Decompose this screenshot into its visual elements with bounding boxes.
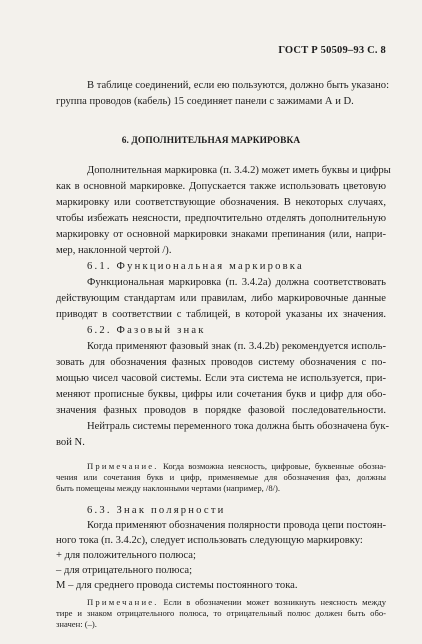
text-line: Когда применяют фазовый знак (п. 3.4.2b) рекомендуется исполь- <box>87 341 386 352</box>
note-line: чения или сочетания букв и цифр, применяемые для обозначения фаз, должны <box>56 472 386 482</box>
text-line: В таблице соединений, если ею пользуются, должно быть указано: <box>87 80 390 91</box>
text-line: Дополнительная маркировка (п. 3.4.2) может иметь буквы и цифры <box>87 165 391 176</box>
page-header: ГОСТ Р 50509–93 С. 8 <box>278 45 386 56</box>
subsection-heading-6-2: 6.2. Фазовый знак <box>87 325 206 336</box>
note-line: значен: (–). <box>56 619 97 629</box>
section-heading-6: 6. ДОПОЛНИТЕЛЬНАЯ МАРКИРОВКА <box>121 136 301 146</box>
note-label: Примечание. <box>87 461 159 471</box>
text-line: + для положительного полюса; <box>56 550 196 561</box>
text-line: приводят в соответствии с таблицей, в которой указаны их значения. <box>56 309 386 320</box>
subsection-heading-6-3: 6.3. Знак полярности <box>87 505 226 516</box>
text-line: вой N. <box>56 437 85 448</box>
note-text: Если в обозначении может возникнуть неясность между <box>163 597 386 607</box>
text-line: мощью чисел часовой системы. Если эта система не используется, при- <box>56 373 386 384</box>
text-line: меняют прописные буквы, цифры или сочетания букв и цифр для обо- <box>56 389 386 400</box>
note-label: Примечание. <box>87 597 159 607</box>
text-line: Нейтраль системы переменного тока должна быть обозначена бук- <box>87 421 389 432</box>
text-line: маркировку от основной маркировки знаками препинания (или, напри- <box>56 229 386 240</box>
text-line: чтобы избежать неясности, предпочтительно отделять дополнительную <box>56 213 386 224</box>
text-line: Когда применяют обозначения полярности провода цепи постоян- <box>87 520 387 531</box>
text-line: маркировку или соответствующие обозначения. В некоторых случаях, <box>56 197 386 208</box>
note-line: быть помещены между наклонными чертами (например, /8/). <box>56 483 281 493</box>
text-line: зовать для обозначения фазных проводов систему обозначения с по- <box>56 357 386 368</box>
text-line: действующим стандартам или правилам, либо маркировочные данные <box>56 293 386 304</box>
text-line: как в основной маркировке. Допускается также использовать цветовую <box>56 181 386 192</box>
note-text: Когда возможна неясность, цифровые, буквенные обозна- <box>163 461 386 471</box>
text-line: М – для среднего провода системы постоянного тока. <box>56 580 298 591</box>
text-line: группа проводов (кабель) 15 соединяет панели с зажимами А и D. <box>56 96 354 107</box>
text-line: мер, наклонной чертой /). <box>56 245 172 256</box>
text-line: Функциональная маркировка (п. 3.4.2а) должна соответствовать <box>87 277 386 288</box>
text-line: ного тока (п. 3.4.2с), следует использовать следующую маркировку: <box>56 535 363 546</box>
note-line: тире и знаком отрицательного полюса, то отрицательный полюс должен быть обо- <box>56 608 386 618</box>
subsection-heading-6-1: 6.1. Функциональная маркировка <box>87 261 304 272</box>
text-line: – для отрицательного полюса; <box>56 565 193 576</box>
text-line: значения фазных проводов в порядке фазовой последовательности. <box>56 405 386 416</box>
